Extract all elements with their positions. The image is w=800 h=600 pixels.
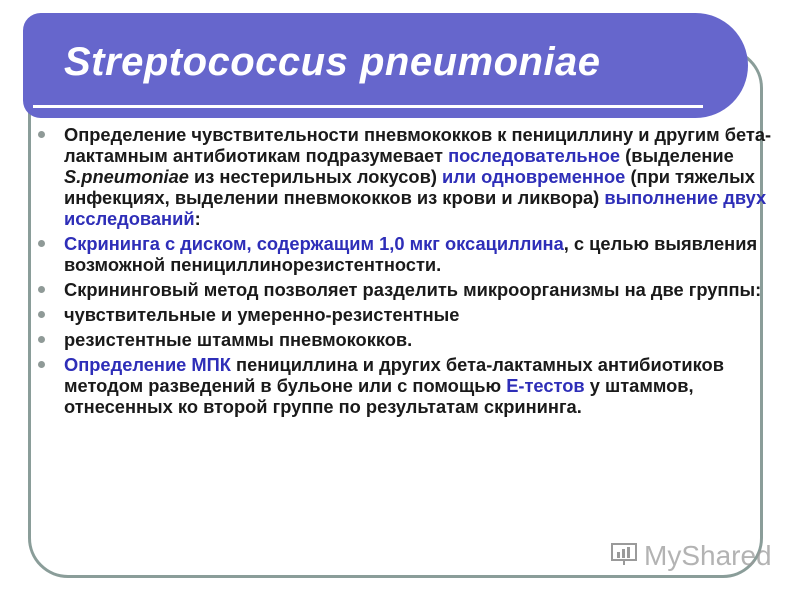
bullet-item bbox=[36, 304, 776, 325]
bullet-text-segment: Скрининговый метод позволяет разделить микроорганизмы на две группы: bbox=[64, 279, 762, 300]
bullet-text-segment: или одновременное bbox=[442, 166, 626, 187]
bullet-text-segment: Скрининга с диском, содержащим 1,0 мкг оксациллина bbox=[64, 233, 564, 254]
bullet-item bbox=[36, 279, 776, 300]
bullet-text-segment: Определение МПК bbox=[64, 354, 231, 375]
slide-title: Streptococcus pneumoniae bbox=[64, 40, 601, 84]
bullet-text-segment: выполнение двух исследований bbox=[64, 187, 767, 229]
bullet-text-segment: , с целью выявления возможной пенициллинорезистентности. bbox=[64, 233, 758, 275]
bullet-text-segment: : bbox=[194, 208, 201, 229]
bullet-text-segment: (выделение bbox=[620, 145, 734, 166]
bullet-list bbox=[36, 124, 776, 421]
presentation-icon bbox=[610, 542, 638, 566]
bullet-item bbox=[36, 354, 776, 417]
bullet-text-segment: Е-тестов bbox=[506, 375, 585, 396]
watermark bbox=[610, 538, 770, 574]
bullet-item bbox=[36, 329, 776, 350]
bullet-text-segment: S.pneumoniae bbox=[64, 166, 189, 187]
bullet-item bbox=[36, 124, 776, 229]
title-underline bbox=[33, 105, 703, 108]
bullet-dot bbox=[38, 336, 45, 343]
bullet-text-segment: последовательное bbox=[448, 145, 621, 166]
bullet-text-segment: резистентные штаммы пневмококков. bbox=[64, 329, 413, 350]
bullet-text-segment: Определение чувствительности пневмококков к пенициллину и другим бета-лактамным антибиотикам подразумевает bbox=[64, 124, 772, 166]
bullet-text-segment: у штаммов, отнесенных ко второй группе по результатам скрининга. bbox=[64, 375, 694, 417]
bullet-item bbox=[36, 233, 776, 275]
bullet-text-segment: пенициллина и других бета-лактамных антибиотиков методом разведений в бульоне или с помощью bbox=[64, 354, 724, 396]
bullet-dot bbox=[38, 311, 45, 318]
bullet-dot bbox=[38, 361, 45, 368]
bullet-dot bbox=[38, 240, 45, 247]
bullet-dot bbox=[38, 131, 45, 138]
bullet-text-segment: из нестерильных локусов) bbox=[188, 166, 442, 187]
bullet-dot bbox=[38, 286, 45, 293]
watermark-text: MyShared bbox=[644, 540, 772, 571]
bullet-text-segment: (при тяжелых инфекциях, выделении пневмококков из крови и ликвора) bbox=[64, 166, 755, 208]
bullet-text-segment: чувствительные и умеренно-резистентные bbox=[64, 304, 460, 325]
